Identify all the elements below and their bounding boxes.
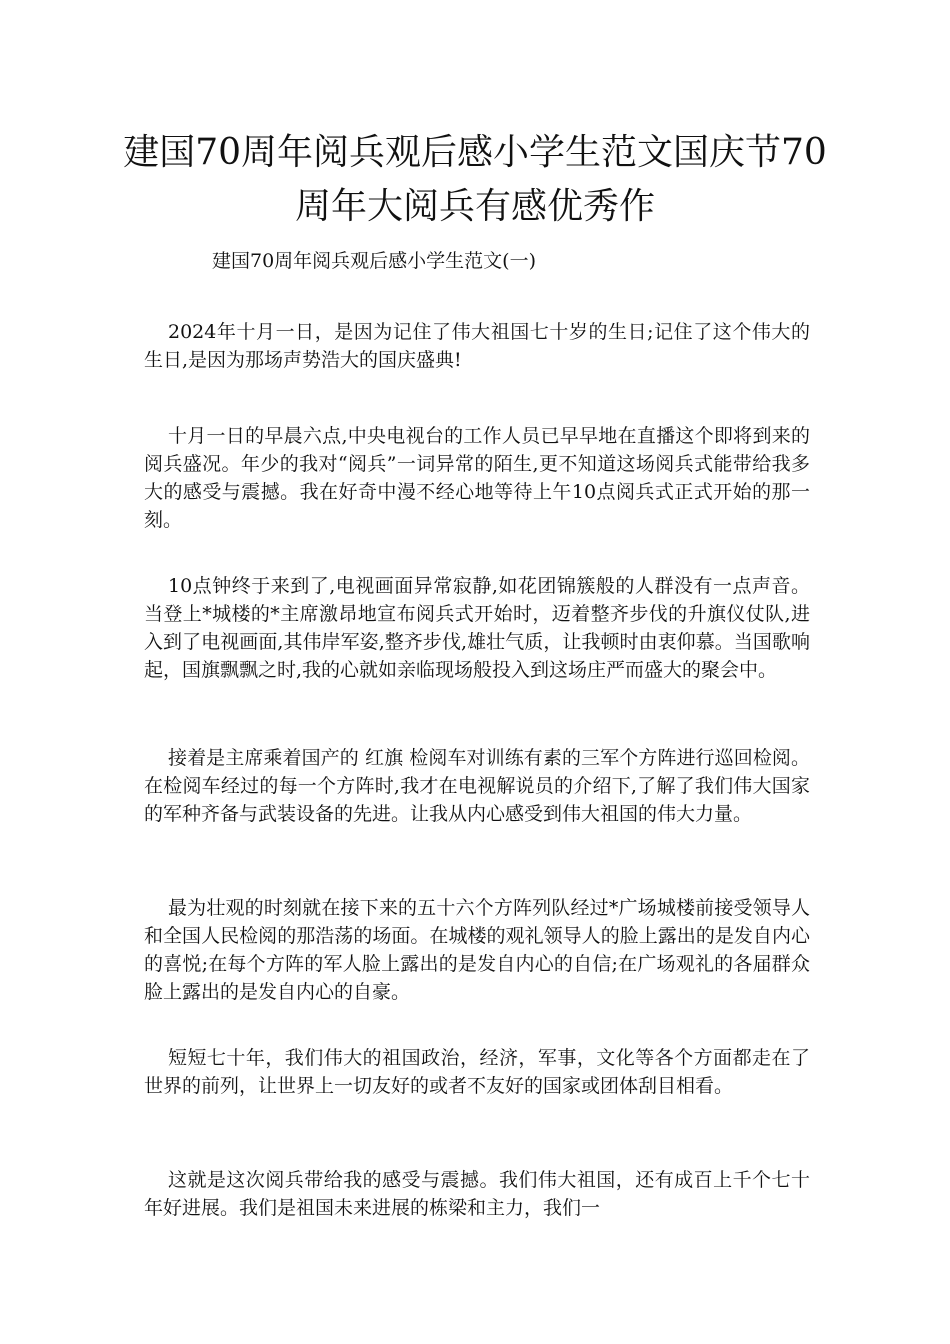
paragraph-1: 2024年十月一日，是因为记住了伟大祖国七十岁的生日;记住了这个伟大的生日,是因为那场声势浩大的国庆盛典! (144, 321, 810, 371)
document-subtitle: 建国70周年阅兵观后感小学生范文(一) (212, 250, 537, 272)
paragraph-7: 这就是这次阅兵带给我的感受与震撼。我们伟大祖国，还有成百上千个七十年好进展。我们是祖国未来进展的栋梁和主力，我们一 (144, 1169, 810, 1219)
paragraph-2: 十月一日的早晨六点,中央电视台的工作人员已早早地在直播这个即将到来的阅兵盛况。年少的我对“阅兵”一词异常的陌生,更不知道这场阅兵式能带给我多大的感受与震撼。我在好奇中漫不经心地等待上午10点阅兵式正式开始的那一刻。 (144, 425, 810, 531)
paragraph-6: 短短七十年，我们伟大的祖国政治，经济，军事，文化等各个方面都走在了世界的前列，让世界上一切友好的或者不友好的国家或团体刮目相看。 (144, 1047, 810, 1097)
document-title: 建国70周年阅兵观后感小学生范文国庆节70周年大阅兵有感优秀作 (123, 132, 827, 227)
paragraph-4: 接着是主席乘着国产的 红旗 检阅车对训练有素的三军个方阵进行巡回检阅。在检阅车经过的每一个方阵时,我才在电视解说员的介绍下,了解了我们伟大国家的军种齐备与武装设备的先进。让我从内心感受到伟大祖国的伟大力量。 (144, 747, 810, 825)
paragraph-5: 最为壮观的时刻就在接下来的五十六个方阵列队经过*广场城楼前接受领导人和全国人民检阅的那浩荡的场面。在城楼的观礼领导人的脸上露出的是发自内心的喜悦;在每个方阵的军人脸上露出的是发自内心的自信;在广场观礼的各届群众脸上露出的是发自内心的自豪。 (144, 897, 810, 1003)
paragraph-3: 10点钟终于来到了,电视画面异常寂静,如花团锦簇般的人群没有一点声音。当登上*城楼的*主席激昂地宣布阅兵式开始时，迈着整齐步伐的升旗仪仗队,进入到了电视画面,其伟岸军姿,整齐步伐,雄壮气质，让我顿时由衷仰慕。当国歌响起，国旗飘飘之时,我的心就如亲临现场般投入到这场庄严而盛大的聚会中。 (144, 575, 810, 681)
